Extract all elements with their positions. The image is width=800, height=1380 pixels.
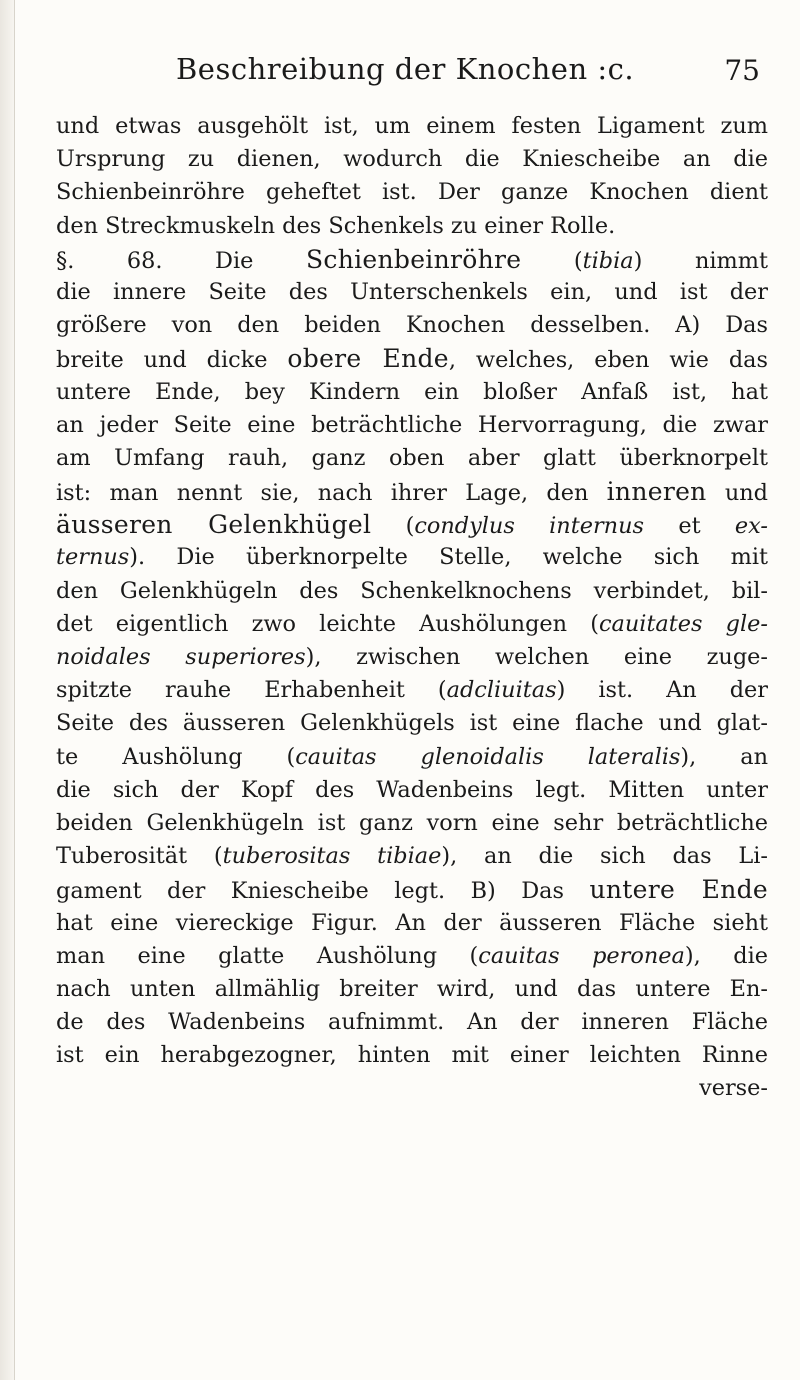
text-run: ), an [680, 743, 768, 770]
text-run: beiden Gelenkhügeln ist ganz vorn eine sehr beträchtliche [56, 809, 768, 836]
text-line [56, 840, 768, 873]
emphasized-term: untere Ende [589, 875, 768, 905]
text-run: die innere Seite des Unterschenkels ein, und ist der [56, 278, 768, 305]
text-line [56, 873, 768, 906]
text-line [56, 342, 768, 375]
text-run: ) ist. An der [556, 677, 768, 704]
text-line [56, 907, 768, 940]
text-line [56, 608, 768, 641]
text-line [56, 376, 768, 409]
text-line [56, 1039, 768, 1072]
latin-term: cauitas glenoidalis lateralis [295, 743, 681, 770]
text-run: und etwas ausgehölt ist, um einem festen Ligament zum [56, 113, 768, 139]
text-run: die sich der Kopf des Wadenbeins legt. Mitten unter [56, 776, 768, 803]
text-line [56, 176, 768, 209]
text-run: spitzte rauhe Erhabenheit ( [56, 677, 447, 704]
text-run: Ursprung zu dienen, wodurch die Kniescheibe an die [56, 146, 768, 173]
latin-term: ex- [734, 513, 768, 540]
text-run: breite und dicke [56, 347, 288, 374]
text-line [56, 210, 768, 243]
text-run: den Streckmuskeln des Schenkels zu einer Rolle. [56, 212, 616, 239]
binding-gutter [0, 0, 15, 1380]
emphasized-term: äusseren Gelenkhügel [56, 510, 372, 540]
text-run: ist ein herabgezogner, hinten mit einer leichten Rinne [56, 1042, 768, 1069]
emphasized-term: inneren [606, 477, 707, 507]
text-run: ( [521, 247, 583, 274]
text-run: Seite des äusseren Gelenkhügels ist eine flache und glat- [56, 710, 768, 737]
text-run: ), die [684, 942, 768, 969]
text-line [56, 807, 768, 840]
text-run: und [706, 480, 768, 507]
text-run: untere Ende, bey Kindern ein bloßer Anfaß ist, hat [56, 378, 768, 405]
latin-term: tibia [582, 247, 634, 274]
text-line [56, 508, 768, 541]
text-run: ), an die sich das Li- [441, 843, 768, 870]
text-line [56, 110, 768, 143]
latin-term: cauitas peronea [478, 942, 685, 969]
text-line [56, 541, 768, 574]
text-run: ). Die überknorpelte Stelle, welche sich mit [129, 544, 768, 571]
text-run: ) nimmt [633, 247, 768, 274]
text-run: man eine glatte Aushölung ( [56, 942, 479, 969]
text-run: te Aushölung ( [56, 743, 296, 770]
latin-term: tuberositas tibiae [222, 843, 442, 870]
text-line [56, 276, 768, 309]
latin-term: ternus [56, 544, 130, 571]
text-run: am Umfang rauh, ganz oben aber glatt überknorpelt [56, 444, 768, 471]
text-run: verse- [699, 1075, 768, 1102]
text-line [56, 243, 768, 276]
text-run: de des Wadenbeins aufnimmt. An der inneren Fläche [56, 1009, 768, 1036]
text-line [56, 309, 768, 342]
text-line [56, 143, 768, 176]
text-run: §. 68. Die [56, 247, 306, 274]
text-run: Schienbeinröhre geheftet ist. Der ganze Knochen dient [56, 179, 768, 206]
text-line [56, 409, 768, 442]
text-line [56, 741, 768, 774]
emphasized-term: obere Ende [287, 344, 449, 374]
text-run: an jeder Seite eine beträchtliche Hervorragung, die zwar [56, 411, 768, 438]
text-run: , welches, eben wie das [448, 347, 768, 374]
body-text [56, 110, 768, 1106]
text-run: Tuberosität ( [56, 843, 223, 870]
latin-term: cauitates gle- [598, 610, 768, 637]
running-head: Beschreibung der Knochen :c. [176, 52, 635, 86]
text-line [56, 707, 768, 740]
text-run: det eigentlich zwo leichte Aushölungen ( [56, 610, 599, 637]
text-run: gament der Kniescheibe legt. B) Das [56, 878, 590, 905]
latin-term: adcliuitas [446, 677, 557, 704]
text-run: den Gelenkhügeln des Schenkelknochens verbindet, bil- [56, 577, 768, 604]
text-line [56, 1072, 768, 1105]
text-line [56, 774, 768, 807]
latin-term: condylus internus [414, 513, 645, 540]
text-line [56, 940, 768, 973]
page-header [140, 52, 760, 102]
text-line [56, 442, 768, 475]
text-line [56, 674, 768, 707]
text-line [56, 1006, 768, 1039]
text-run: ), zwischen welchen eine zuge- [305, 644, 768, 670]
text-line [56, 475, 768, 508]
latin-term: noidales superiores [56, 644, 306, 670]
text-line [56, 973, 768, 1006]
text-run: größere von den beiden Knochen desselben. A) Das [56, 312, 768, 339]
emphasized-term: Schienbeinröhre [305, 244, 522, 274]
text-run: ( [371, 513, 415, 540]
text-run: et [644, 513, 735, 540]
text-run: nach unten allmählig breiter wird, und das untere En- [56, 975, 768, 1002]
text-line [56, 641, 768, 674]
page-number: 75 [724, 54, 760, 87]
text-line [56, 575, 768, 608]
text-run: hat eine viereckige Figur. An der äusseren Fläche sieht [56, 909, 768, 936]
text-run: ist: man nennt sie, nach ihrer Lage, den [56, 480, 607, 507]
